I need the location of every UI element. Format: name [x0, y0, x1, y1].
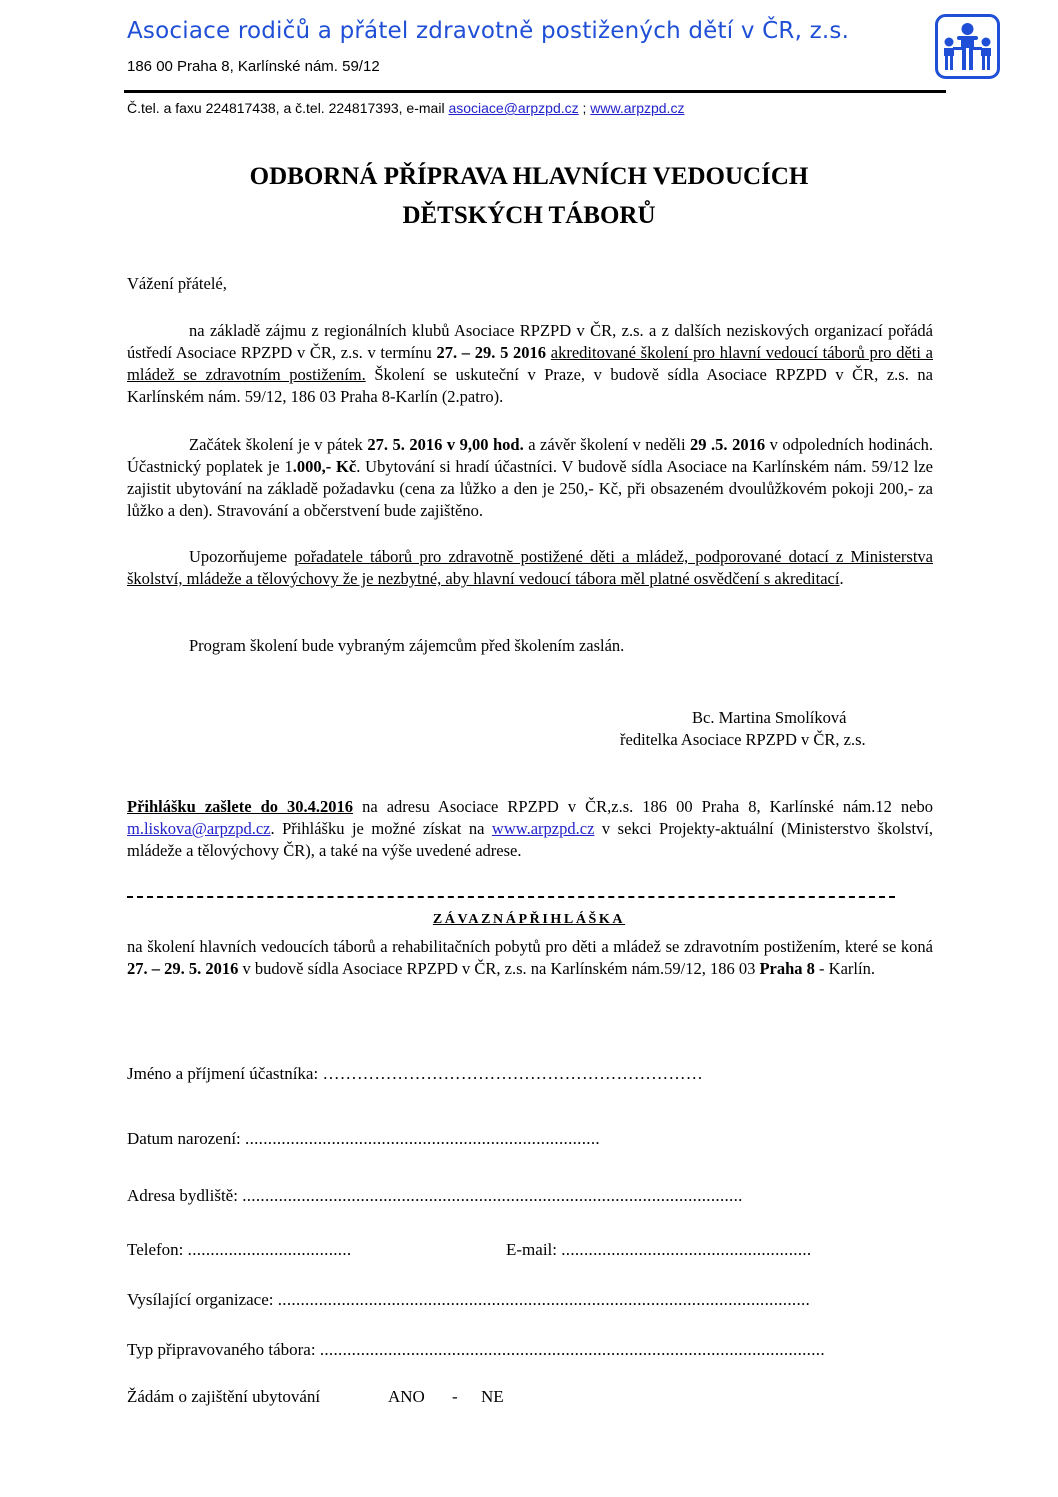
camp-type-label: Typ připravovaného tábora:: [127, 1340, 320, 1359]
document-title-line2: DĚTSKÝCH TÁBORŮ: [402, 202, 656, 229]
send-website-link[interactable]: www.arpzpd.cz: [491, 819, 595, 838]
send-instructions: [127, 796, 933, 862]
organization-name: Asociace rodičů a přátel zdravotně postižených dětí v ČR, z.s.: [127, 18, 850, 44]
form-intro-a: na školení hlavních vedoucích táborů a rehabilitačních pobytů pro děti a mládež se zdravotním postižením, které se koná: [127, 937, 933, 956]
form-intro-c: - Karlín.: [814, 959, 875, 978]
send-text-c: v sekci Projekty-aktuální (Ministerstvo školství, mládeže a tělovýchovy ČR), a také na výše uvedené adrese.: [127, 819, 933, 860]
field-accommodation: [127, 1387, 320, 1407]
form-heading: ZÁVAZNÁPŘIHLÁŠKA: [432, 912, 626, 927]
p1-date: 27. – 29. 5 2016: [436, 343, 547, 362]
send-text-a: na adresu Asociace RPZPD v ČR,z.s. 186 00 Praha 8, Karlínské nám.12 nebo: [353, 797, 934, 816]
p3-underlined: pořadatele táborů pro zdravotně postižené děti a mládež, podporované dotací z Ministerstva školství, mládeže a tělovýchovy že je nezbytné, aby hlavní vedoucí tábora měl platné osvědčení s akreditací: [127, 547, 933, 588]
paragraph-4: Program školení bude vybraným zájemcům před školením zaslán.: [189, 636, 625, 655]
family-logo-icon: [935, 14, 1000, 79]
sending-org-blank[interactable]: .....................................................................................................................: [277, 1290, 811, 1309]
p2-text-b: a závěr školení v neděli: [523, 435, 691, 454]
p1-underlined: akreditované školení pro hlavní vedoucí táborů pro děti a mládež se zdravotním postižením.: [127, 343, 933, 384]
form-intro-b: v budově sídla Asociace RPZPD v ČR, z.s. na Karlínském nám.59/12, 186 03: [238, 959, 760, 978]
p2-start: 27. 5. 2016 v 9,00 hod.: [367, 435, 524, 454]
email-link[interactable]: asociace@arpzpd.cz: [448, 100, 579, 116]
phone-blank[interactable]: ....................................: [187, 1240, 352, 1259]
contact-prefix: Č.tel. a faxu 224817438, a č.tel. 224817393, e-mail: [127, 100, 449, 116]
dob-blank[interactable]: ..............................................................................: [245, 1129, 600, 1148]
p3-text-b: .: [839, 569, 844, 588]
p2-end: 29 .5. 2016: [690, 435, 766, 454]
p3-text-a: Upozorňujeme: [189, 547, 295, 566]
address-blank[interactable]: ..............................................................................................................: [242, 1186, 743, 1205]
send-text-b: . Přihlášku je možné získat na: [270, 819, 492, 838]
p2-text-d: . Ubytování si hradí účastníci. V budově sídla Asociace na Karlínském nám. 59/12 lze zajistit ubytování na základě požadavku (cena za lůžko a den je 250,- Kč, při obsazeném dvoulůžkovém pokoji 200,- za lůžko a den). Stravování a občerstvení bude zajištěno.: [127, 457, 934, 520]
send-email-link[interactable]: m.liskova@arpzpd.cz: [127, 819, 271, 838]
form-intro: [127, 936, 933, 980]
participant-name-blank[interactable]: …………………………………………………………: [322, 1064, 704, 1083]
field-sending-organization[interactable]: [127, 1290, 810, 1310]
field-camp-type[interactable]: [127, 1340, 825, 1360]
send-deadline: Přihlášku zašlete do 30.4.2016: [127, 797, 354, 816]
email-blank[interactable]: .......................................................: [561, 1240, 812, 1259]
form-intro-city: Praha 8: [759, 959, 815, 978]
field-participant-name[interactable]: [127, 1064, 703, 1084]
camp-type-blank[interactable]: ...............................................................................................................: [319, 1340, 825, 1359]
greeting: Vážení přátelé,: [127, 274, 227, 293]
paragraph-1: [127, 320, 933, 408]
field-date-of-birth[interactable]: [127, 1129, 600, 1149]
p2-fee: .000,- Kč: [292, 457, 357, 476]
paragraph-2: [127, 434, 933, 522]
paragraph-3: [127, 546, 933, 590]
signature-role: ředitelka Asociace RPZPD v ČR, z.s.: [620, 730, 866, 749]
contact-line: [127, 100, 684, 116]
participant-name-label: Jméno a příjmení účastníka:: [127, 1064, 323, 1083]
form-intro-date: 27. – 29. 5. 2016: [127, 959, 239, 978]
sending-org-label: Vysílající organizace:: [127, 1290, 278, 1309]
contact-separator: ;: [578, 100, 591, 116]
p2-text-a: Začátek školení je v pátek: [189, 435, 368, 454]
field-phone[interactable]: [127, 1240, 351, 1260]
phone-label: Telefon:: [127, 1240, 188, 1259]
address-label: Adresa bydliště:: [127, 1186, 243, 1205]
signature-name: Bc. Martina Smolíková: [692, 708, 847, 727]
website-link[interactable]: www.arpzpd.cz: [590, 100, 685, 116]
cut-line: [127, 896, 895, 898]
organization-address: 186 00 Praha 8, Karlínské nám. 59/12: [127, 58, 380, 75]
header-divider: [124, 90, 946, 93]
field-address[interactable]: [127, 1186, 743, 1206]
p1-text-c: Školení se uskuteční v Praze, v budově sídla Asociace RPZPD v ČR, z.s. na Karlínském nám. 59/12, 186 03 Praha 8-Karlín (2.patro).: [127, 365, 933, 406]
accommodation-label: Žádám o zajištění ubytování: [127, 1387, 321, 1406]
p2-text-c: v odpoledních hodinách. Účastnický poplatek je 1: [127, 435, 934, 476]
p1-text-a: na základě zájmu z regionálních klubů Asociace RPZPD v ČR, z.s. a z dalších neziskových organizací pořádá ústředí Asociace RPZPD v ČR, z.s. v termínu: [127, 321, 933, 362]
accommodation-yes-option[interactable]: ANO: [388, 1387, 425, 1406]
email-label: E-mail:: [506, 1240, 562, 1259]
dob-label: Datum narození:: [127, 1129, 246, 1148]
accommodation-no-option[interactable]: NE: [481, 1387, 504, 1406]
document-title-line1: ODBORNÁ PŘÍPRAVA HLAVNÍCH VEDOUCÍCH: [249, 163, 809, 190]
field-email[interactable]: [506, 1240, 811, 1260]
accommodation-separator: -: [452, 1387, 458, 1406]
